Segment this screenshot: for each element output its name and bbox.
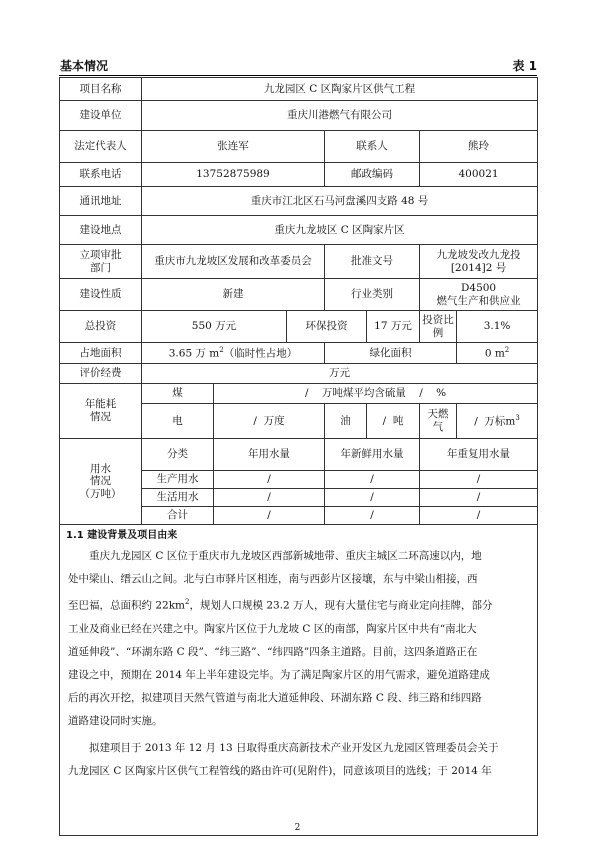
approval-doc-label: 批准文号	[325, 245, 420, 279]
eval-fee-label: 评价经费	[60, 364, 142, 384]
background-title: 1.1 建设背景及项目由来	[66, 530, 178, 541]
gas-label-line2: 气	[432, 421, 444, 433]
row-approval	[60, 245, 538, 279]
area-label: 占地面积	[60, 343, 142, 364]
row-water-header	[60, 439, 538, 471]
water-row-annual: /	[214, 507, 325, 525]
row-nature	[60, 279, 538, 311]
oil-label: 油	[325, 404, 367, 439]
contact-value: 熊玲	[420, 131, 538, 163]
row-legal-rep	[60, 131, 538, 163]
row-investment	[60, 311, 538, 343]
water-row-fresh: /	[325, 471, 420, 489]
water-row-fresh: /	[325, 507, 420, 525]
area-value	[142, 343, 325, 364]
nature-label: 建设性质	[60, 279, 142, 311]
approval-doc-line2: [2014]2 号	[450, 261, 507, 274]
top-rule	[59, 75, 537, 76]
water-row-reuse: /	[420, 507, 538, 525]
row-background	[60, 525, 538, 836]
water-row-name: 生产用水	[142, 471, 214, 489]
water-label-line3: （万吨）	[79, 487, 122, 500]
approval-doc-value	[420, 245, 538, 279]
industry-value	[420, 279, 538, 311]
water-label-line1: 用水	[90, 462, 111, 475]
approval-label-line2: 部门	[90, 261, 111, 274]
area-number: 3.65 万 m	[168, 347, 220, 360]
row-address	[60, 187, 538, 216]
invest-ratio-label-line2: 例	[432, 326, 444, 339]
phone-value: 13752875989	[142, 163, 325, 187]
invest-ratio-value: 3.1%	[457, 311, 538, 343]
water-label-line2: 情况	[90, 475, 111, 488]
legal-rep-value: 张连军	[142, 131, 325, 163]
page-number: 2	[294, 823, 301, 833]
site-label: 建设地点	[60, 216, 142, 245]
power-label: 电	[142, 404, 214, 439]
legal-rep-label: 法定代表人	[60, 131, 142, 163]
water-col-reuse: 年重复用水量	[420, 439, 538, 471]
basic-info-table	[59, 77, 538, 836]
site-value: 重庆九龙坡区 C 区陶家片区	[142, 216, 538, 245]
coal-value: / 万吨煤平均含硫量 / %	[214, 384, 538, 404]
water-row-reuse: /	[420, 471, 538, 489]
water-label	[60, 439, 142, 525]
investment-label: 总投资	[60, 311, 142, 343]
row-area	[60, 343, 538, 364]
background-paragraph-1: 重庆九龙园区 C 区位于重庆市九龙坡区西部新城地带、重庆主城区二环高速以内，地 处中梁山、缙云山之间。北与白市驿片区相连，南与西彭片区接壤，东与中梁山相接，西 至巴福，总面积约 $22km^2$，规划人口规模 23.2 万人，现有大量住宅与商业定向挂牌，部分 工业及商业已经在兴建之中。陶家片区位于九龙坡 C 区的南部，陶家片区中共有“南北大 道延伸段”、“环湖东路 C 段”、“纬三路”、“纬四路”四条主道路。目前，这四条道路正在 建设之中，预期在 2014 年上半年建设完毕。为了满足陶家片区的用气需求，避免道路建成 后的再次开挖，拟建项目天然气管道与南北大道延伸段、环湖东路 C 段、纬三路和纬四路 道路建设同时实施。	[68, 550, 493, 727]
env-invest-value: 17 万元	[367, 311, 420, 343]
water-col-annual: 年用水量	[214, 439, 325, 471]
energy-label-line1: 年能耗	[84, 398, 117, 411]
gas-number: / 万标m	[474, 415, 516, 428]
industry-name: 燃气生产和供应业	[436, 294, 521, 307]
green-area-value	[457, 343, 538, 364]
water-col-category: 分类	[142, 439, 214, 471]
power-value: / 万度	[214, 404, 325, 439]
phone-label: 联系电话	[60, 163, 142, 187]
green-area-sup: 2	[504, 345, 510, 354]
area-sup: 2	[219, 345, 224, 354]
gas-label-line1: 天燃	[427, 408, 449, 421]
approval-doc-line1: 九龙坡发改九龙投	[436, 248, 521, 261]
builder-value: 重庆川港燃气有限公司	[142, 101, 538, 131]
address-value: 重庆市江北区石马河盘溪四支路 48 号	[142, 187, 538, 216]
nature-value: 新建	[142, 279, 325, 311]
background-section	[60, 525, 538, 836]
row-project-name	[60, 78, 538, 101]
builder-label: 建设单位	[60, 101, 142, 131]
postcode-label: 邮政编码	[325, 163, 420, 187]
water-row-name: 合计	[142, 507, 214, 525]
invest-ratio-label	[420, 311, 457, 343]
row-phone	[60, 163, 538, 187]
coal-label: 煤	[142, 384, 214, 404]
background-paragraph-2: 拟建项目于 2013 年 12 月 13 日取得重庆高新技术产业开发区九龙园区管理委员会关于 九龙园区 C 区陶家片区供气工程管线的路由许可(见附件)，同意该项目的选线；于 2014 年	[68, 741, 499, 777]
industry-code: D4500	[460, 281, 497, 294]
approval-label-line1: 立项审批	[79, 248, 122, 261]
postcode-value: 400021	[420, 163, 538, 187]
water-row-name: 生活用水	[142, 489, 214, 507]
row-energy-coal	[60, 384, 538, 404]
invest-ratio-label-line1: 投资比	[422, 313, 454, 326]
industry-label: 行业类别	[325, 279, 420, 311]
project-name-value: 九龙园区 C 区陶家片区供气工程	[142, 78, 538, 101]
project-name-label: 项目名称	[60, 78, 142, 101]
water-col-fresh: 年新鲜用水量	[325, 439, 420, 471]
approval-label	[60, 245, 142, 279]
oil-value: / 吨	[367, 404, 420, 439]
energy-label-line2: 情况	[90, 411, 111, 423]
contact-label: 联系人	[325, 131, 420, 163]
address-label: 通讯地址	[60, 187, 142, 216]
env-invest-label: 环保投资	[287, 311, 367, 343]
water-row-fresh: /	[325, 489, 420, 507]
area-tail: （临时性占地）	[223, 347, 298, 360]
row-builder	[60, 101, 538, 131]
energy-label	[60, 384, 142, 439]
green-area-number: 0 m	[484, 347, 505, 360]
gas-value	[457, 404, 538, 439]
row-site	[60, 216, 538, 245]
gas-sup: 3	[515, 413, 520, 422]
green-area-label: 绿化面积	[325, 343, 457, 364]
water-row-annual: /	[214, 489, 325, 507]
water-row-annual: /	[214, 471, 325, 489]
row-eval-fee	[60, 364, 538, 384]
eval-fee-value: 万元	[142, 364, 538, 384]
section-heading: 基本情况	[60, 59, 109, 73]
investment-value: 550 万元	[142, 311, 287, 343]
gas-label	[420, 404, 457, 439]
water-row-reuse: /	[420, 489, 538, 507]
table-number: 表 1	[512, 59, 537, 73]
approval-dept: 重庆市九龙坡区发展和改革委员会	[142, 245, 325, 279]
